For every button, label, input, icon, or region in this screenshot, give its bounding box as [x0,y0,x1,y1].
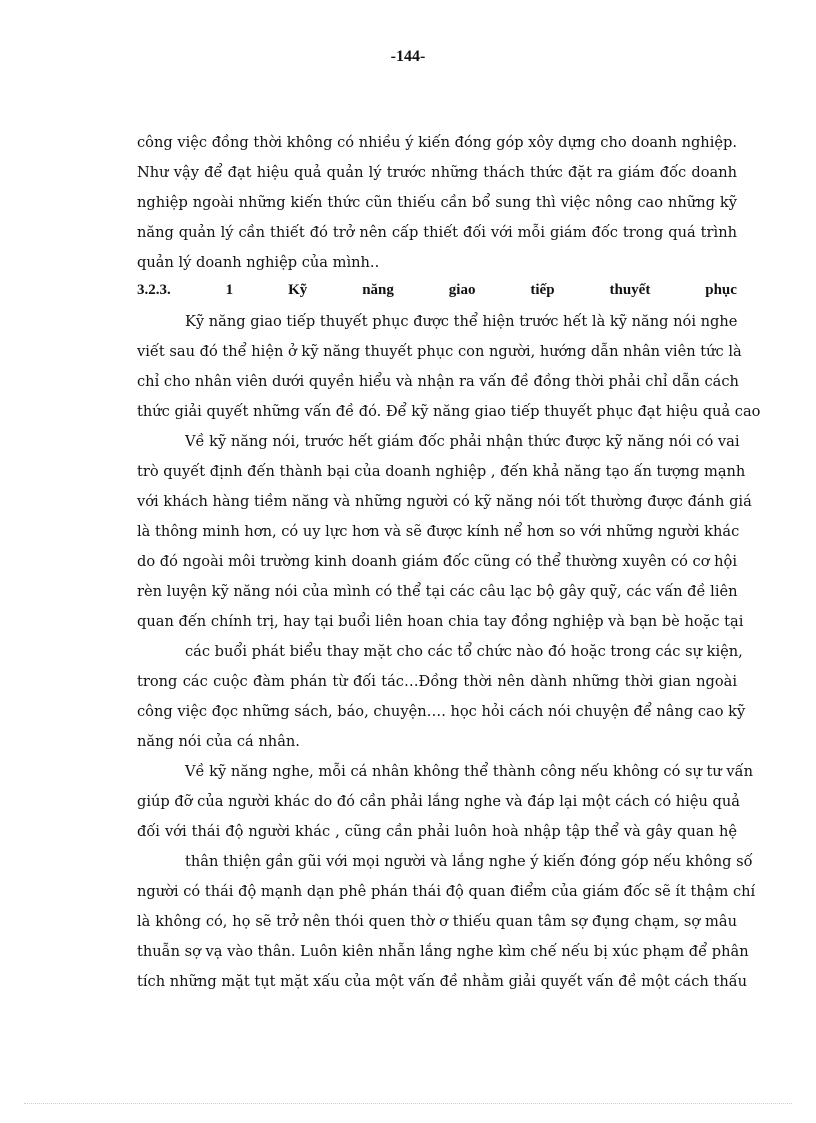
page-bottom-divider [24,1103,792,1104]
text-line: do đó ngoài môi trường kinh doanh giám đốc cũng có thể thường xuyên có cơ hội [137,553,737,570]
text-line: với khách hàng tiềm năng và những người có kỹ năng nói tốt thường được đánh giá [137,493,752,510]
text-line: Kỹ năng giao tiếp thuyết phục được thể hiện trước hết là kỹ năng nói nghe [185,313,738,330]
text-line: người có thái độ mạnh dạn phê phán thái độ quan điểm của giám đốc sẽ ít thậm chí [137,883,756,900]
heading-word: giao [448,282,476,298]
text-line: Về kỹ năng nghe, mỗi cá nhân không thể thành công nếu không có sự tư vấn [185,763,754,780]
text-line: trong các cuộc đàm phán từ đối tác…Đồng thời nên dành những thời gian ngoài [137,673,737,690]
text-line: các buổi phát biểu thay mặt cho các tổ chức nào đó hoặc trong các sự kiện, [185,643,743,660]
text-line: công việc đồng thời không có nhiều ý kiến đóng góp xôy dựng cho doanh nghiệp. [137,134,737,151]
text-line: Về kỹ năng nói, trước hết giám đốc phải nhận thức được kỹ năng nói có vai [185,433,740,450]
text-line: công việc đọc những sách, báo, chuyện…. học hỏi cách nói chuyện để nâng cao kỹ [137,703,746,720]
heading-word: phục [705,282,737,298]
text-line: nghiệp ngoài những kiến thức cũn thiếu cần bổ sung thì việc nông cao những kỹ [137,194,737,211]
text-line: viết sau đó thể hiện ở kỹ năng thuyết phục con người, hướng dẫn nhân viên tức là [137,343,742,360]
text-line: năng quản lý cần thiết đó trở nên cấp thiết đối với mỗi giám đốc trong quá trình [137,224,737,241]
text-line: thức giải quyết những vấn đề đó. Để kỹ năng giao tiếp thuyết phục đạt hiệu quả cao [137,403,761,420]
text-line: tích những mặt tụt mặt xấu của một vấn đề nhằm giải quyết vấn đề một cách thấu [137,973,748,990]
text-line: Như vậy để đạt hiệu quả quản lý trước những thách thức đặt ra giám đốc doanh [137,164,737,181]
heading-word: Kỹ [288,282,308,298]
text-line: thuẫn sợ vạ vào thân. Luôn kiên nhẫn lắng nghe kìm chế nếu bị xúc phạm để phân [137,943,749,960]
text-line: quan đến chính trị, hay tại buổi liên hoan chia tay đồng nghiệp và bạn bè hoặc tại [137,613,744,630]
text-line: giúp đỡ của người khác do đó cần phải lắng nghe và đáp lại một cách có hiệu quả [137,793,740,810]
text-line: là không có, họ sẽ trở nên thói quen thờ ơ thiếu quan tâm sợ đụng chạm, sợ mâu [137,913,737,930]
page-number: -144- [390,48,426,65]
text-line: quản lý doanh nghiệp của mình.. [137,254,380,271]
heading-word: 1 [225,282,234,298]
section-heading [137,282,737,299]
text-line: năng nói của cá nhân. [137,733,300,750]
heading-word: thuyết [609,282,651,298]
text-line: là thông minh hơn, có uy lực hơn và sẽ được kính nể hơn so với những người khác [137,523,740,540]
heading-word: tiếp [530,282,555,298]
text-line: thân thiện gần gũi với mọi người và lắng nghe ý kiến đóng góp nếu không số [185,853,753,870]
text-line: rèn luyện kỹ năng nói của mình có thể tại các câu lạc bộ gây quỹ, các vấn đề liên [137,583,738,600]
text-line: chỉ cho nhân viên dưới quyền hiểu và nhận ra vấn đề đồng thời phải chỉ dẫn cách [137,373,739,390]
section-number: 3.2.3. [137,282,171,298]
text-line: trò quyết định đến thành bại của doanh nghiệp , đến khả năng tạo ấn tượng mạnh [137,463,746,480]
heading-word: năng [362,282,394,298]
text-line: đối với thái độ người khác , cũng cần phải luôn hoà nhập tập thể và gây quan hệ [137,823,737,840]
